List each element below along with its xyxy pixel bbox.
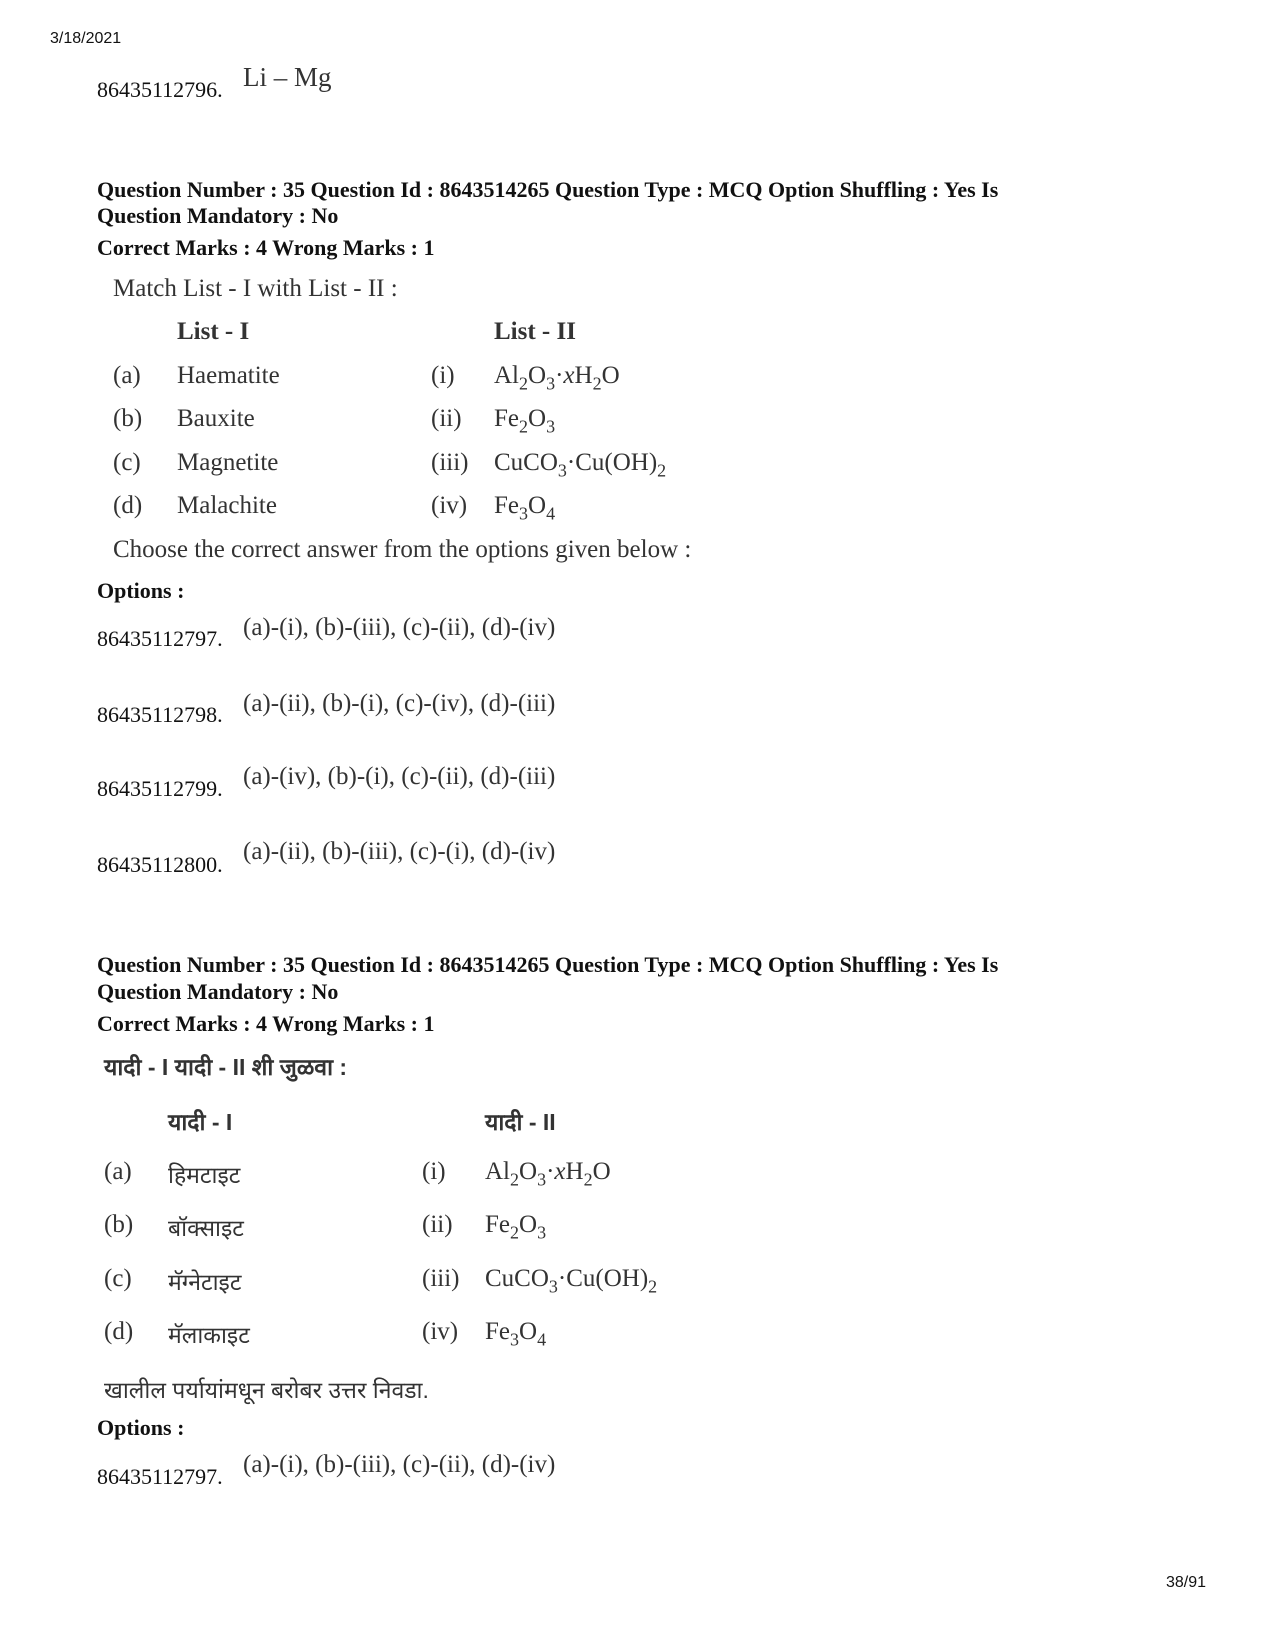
- list1-heading: List - I: [177, 318, 250, 345]
- option-id: 86435112800.: [97, 852, 223, 877]
- formula-1: $Al_2O_3\cdot xH_2O$: [485, 1158, 611, 1190]
- row-label: (d): [113, 492, 143, 519]
- row-label: (c): [113, 449, 141, 476]
- question-marks: Correct Marks : 4 Wrong Marks : 1: [97, 235, 435, 260]
- mineral-name: Malachite: [177, 492, 277, 519]
- option-id: 86435112799.: [97, 776, 223, 801]
- question-header-line1: Question Number : 35 Question Id : 8643514265 Question Type : MCQ Option Shuffling : Yes Is: [97, 952, 999, 977]
- option-id: 86435112797.: [97, 626, 223, 651]
- list2-heading: यादी - II: [485, 1109, 556, 1135]
- mineral-name: मॅग्नेटाइट: [168, 1269, 242, 1295]
- choose-instruction: खालील पर्यायांमधून बरोबर उत्तर निवडा.: [104, 1377, 429, 1403]
- row-roman: (ii): [422, 1211, 453, 1238]
- option-id: 86435112796.: [97, 77, 223, 102]
- option-id: 86435112797.: [97, 1464, 223, 1489]
- row-label: (a): [104, 1158, 132, 1185]
- option-text: Li – Mg: [243, 62, 332, 92]
- row-label: (b): [104, 1211, 134, 1238]
- row-roman: (iv): [422, 1318, 459, 1345]
- mineral-name: Haematite: [177, 362, 280, 389]
- formula-1: $Al_2O_3\cdot xH_2O$: [494, 362, 620, 394]
- question-header-line2: Question Mandatory : No: [97, 979, 339, 1004]
- option-text[interactable]: (a)-(i), (b)-(iii), (c)-(ii), (d)-(iv): [243, 614, 556, 641]
- row-label: (d): [104, 1318, 134, 1345]
- mineral-name: हिमटाइट: [168, 1162, 241, 1188]
- formula-3: $CuCO_3\cdot Cu(OH)_2$: [494, 449, 667, 481]
- row-roman: (i): [431, 362, 455, 389]
- formula-4: $Fe_3O_4$: [494, 492, 556, 524]
- mineral-name: मॅलाकाइट: [168, 1322, 250, 1348]
- formula-3: $CuCO_3\cdot Cu(OH)_2$: [485, 1265, 658, 1297]
- mineral-name: Magnetite: [177, 449, 279, 476]
- list1-heading: यादी - I: [168, 1109, 233, 1135]
- row-roman: (iv): [431, 492, 468, 519]
- options-label: Options :: [97, 578, 185, 603]
- formula-4: $Fe_3O_4$: [485, 1318, 547, 1350]
- option-text[interactable]: (a)-(ii), (b)-(i), (c)-(iv), (d)-(iii): [243, 690, 556, 717]
- formula-2: $Fe_2O_3$: [494, 405, 556, 437]
- formula-2: $Fe_2O_3$: [485, 1211, 547, 1243]
- choose-instruction: Choose the correct answer from the options given below :: [113, 536, 692, 563]
- mineral-name: बॉक्साइट: [168, 1215, 244, 1241]
- option-text[interactable]: (a)-(i), (b)-(iii), (c)-(ii), (d)-(iv): [243, 1451, 556, 1478]
- row-roman: (iii): [431, 449, 469, 476]
- question-marks: Correct Marks : 4 Wrong Marks : 1: [97, 1011, 435, 1036]
- options-label: Options :: [97, 1415, 185, 1440]
- option-id: 86435112798.: [97, 702, 223, 727]
- question-instruction: Match List - I with List - II :: [113, 275, 398, 302]
- row-label: (b): [113, 405, 143, 432]
- row-roman: (i): [422, 1158, 446, 1185]
- row-roman: (iii): [422, 1265, 460, 1292]
- question-header-line1: Question Number : 35 Question Id : 8643514265 Question Type : MCQ Option Shuffling : Yes Is: [97, 177, 999, 202]
- row-roman: (ii): [431, 405, 462, 432]
- row-label: (a): [113, 362, 141, 389]
- mineral-name: Bauxite: [177, 405, 255, 432]
- question-header-line2: Question Mandatory : No: [97, 203, 339, 228]
- row-label: (c): [104, 1265, 132, 1292]
- page-number: 38/91: [1166, 1574, 1207, 1591]
- option-text[interactable]: (a)-(iv), (b)-(i), (c)-(ii), (d)-(iii): [243, 763, 556, 790]
- question-instruction: यादी - I यादी - II शी जुळवा :: [104, 1054, 348, 1080]
- option-text[interactable]: (a)-(ii), (b)-(iii), (c)-(i), (d)-(iv): [243, 838, 556, 865]
- print-date: 3/18/2021: [50, 30, 122, 47]
- list2-heading: List - II: [494, 318, 576, 345]
